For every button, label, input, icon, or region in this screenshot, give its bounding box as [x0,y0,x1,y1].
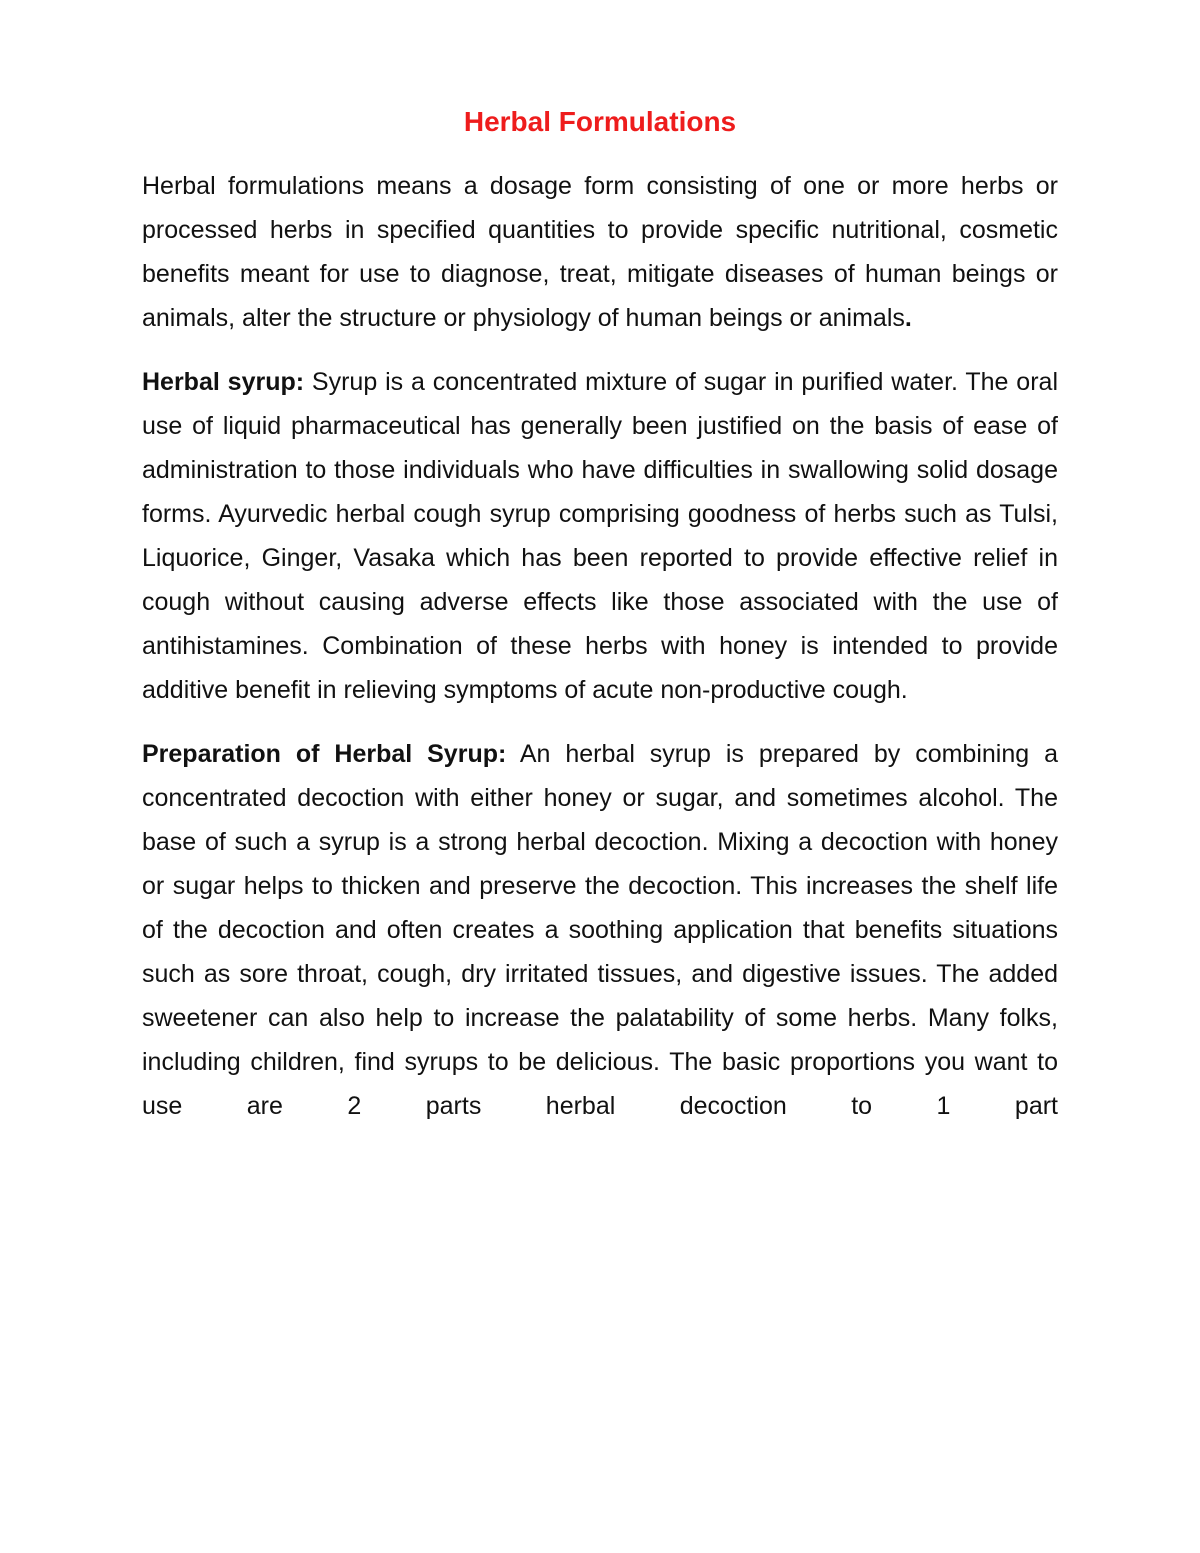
herbal-syrup-paragraph [142,360,1058,712]
intro-paragraph [142,164,1058,340]
herbal-syrup-text: Syrup is a concentrated mixture of sugar in purified water. The oral use of liquid pharmaceutical has generally been justified on the basis of ease of administration to those individuals who have difficulties in swallowing solid dosage forms. Ayurvedic herbal cough syrup comprising goodness of herbs such as Tulsi, Liquorice, Ginger, Vasaka which has been reported to provide effective relief in cough without causing adverse effects like those associated with the use of antihistamines. Combination of these herbs with honey is intended to provide additive benefit in relieving symptoms of acute non-productive cough. [142,368,1058,704]
intro-end-mark: . [904,304,912,332]
document-body [142,96,1058,1148]
document-title: Herbal Formulations [463,106,737,137]
preparation-paragraph [142,732,1058,1128]
intro-text: Herbal formulations means a dosage form consisting of one or more herbs or processed herbs in specified quantities to provide specific nutritional, cosmetic benefits meant for use to diagnose, treat, mitigate diseases of human beings or animals, alter the structure or physiology of human beings or animals [142,172,1058,332]
preparation-text: An herbal syrup is prepared by combining a concentrated decoction with either honey or sugar, and sometimes alcohol. The base of such a syrup is a strong herbal decoction. Mixing a decoction with honey or sugar helps to thicken and preserve the decoction. This increases the shelf life of the decoction and often creates a soothing application that benefits situations such as sore throat, cough, dry irritated tissues, and digestive issues. The added sweetener can also help to increase the palatability of some herbs. Many folks, including children, find syrups to be delicious. The basic proportions you want to use are 2 parts herbal decoction to 1 part [142,740,1058,1120]
preparation-heading: Preparation of Herbal Syrup: [142,740,507,768]
herbal-syrup-heading: Herbal syrup: [142,368,305,396]
